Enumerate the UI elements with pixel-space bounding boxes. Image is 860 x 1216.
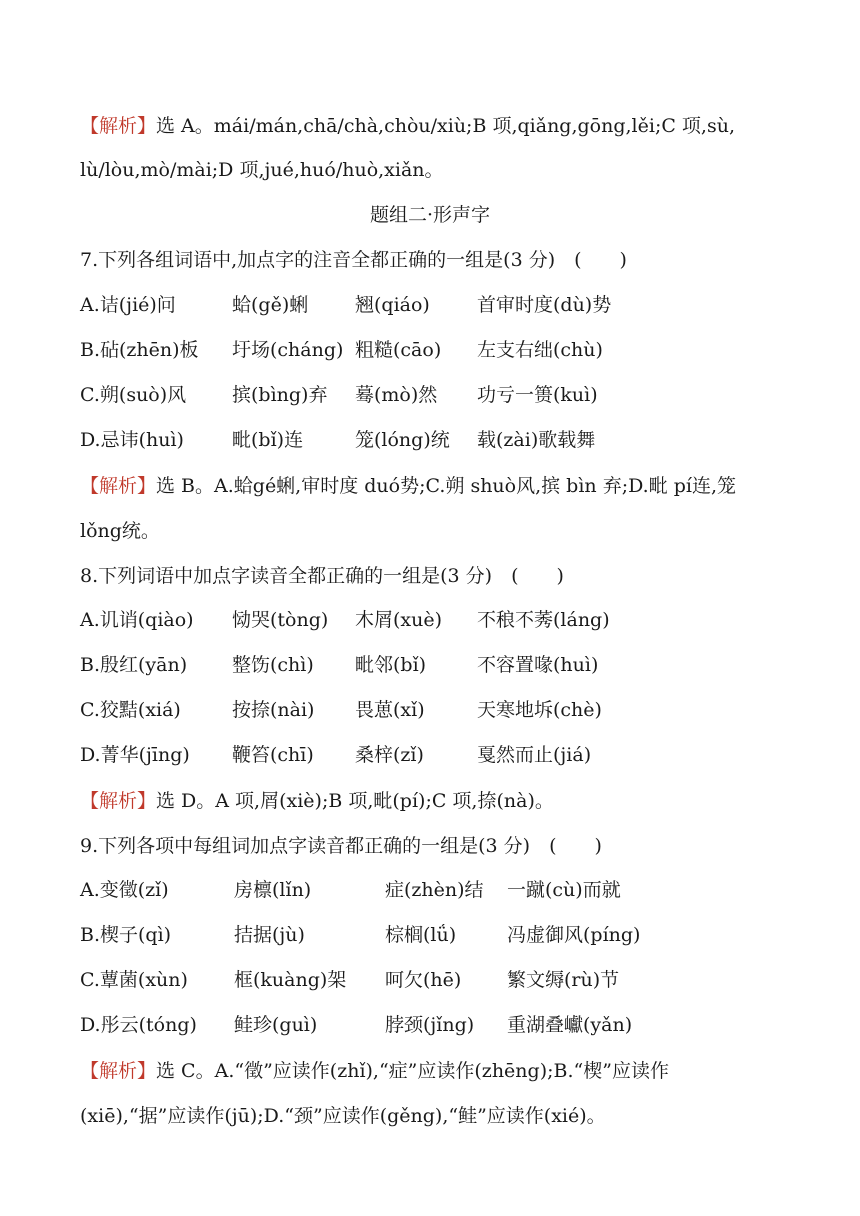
q9-d-3: 脖颈(jǐng): [385, 1014, 475, 1036]
q9-c-4: 繁文缛(rù)节: [507, 969, 620, 991]
q7-c-1: C.朔(suò)风: [80, 384, 187, 406]
q9-b-1: B.楔子(qì): [80, 924, 172, 946]
q9-b-4: 冯虚御风(píng): [507, 924, 641, 946]
q8-a-2: 恸哭(tòng): [232, 609, 329, 631]
q8-a-1: A.讥诮(qiào): [80, 609, 194, 631]
q9-a-3: 症(zhèn)结: [385, 879, 484, 901]
explain-label: 【解析】: [80, 115, 157, 137]
q7-c-3: 蓦(mò)然: [355, 384, 438, 406]
answer-7-line-2: lǒng统。: [80, 520, 160, 542]
q7-b-2: 圩场(cháng): [232, 339, 344, 361]
q7-b-1: B.砧(zhēn)板: [80, 339, 199, 361]
q8-c-1: C.狡黠(xiá): [80, 699, 181, 721]
q9-c-2: 框(kuàng)架: [234, 969, 347, 991]
q8-d-1: D.菁华(jīng): [80, 744, 190, 766]
q7-d-2: 毗(bǐ)连: [232, 429, 304, 451]
q7-b-3: 粗糙(cāo): [355, 339, 442, 361]
answer-8-line-1: [80, 788, 554, 814]
section-title: 题组二·形声字: [369, 204, 491, 226]
q9-b-2: 拮据(jù): [234, 924, 305, 946]
q9-a-1: A.变徵(zǐ): [80, 879, 169, 901]
answer-8-text-1: 选 D。A 项,屑(xiè);B 项,毗(pí);C 项,捺(nà)。: [156, 790, 554, 812]
q8-b-3: 毗邻(bǐ): [355, 654, 427, 676]
q9-d-2: 鲑珍(guì): [234, 1014, 318, 1036]
q7-a-1: A.诘(jié)问: [80, 294, 176, 316]
q7-a-4: 首审时度(dù)势: [477, 294, 612, 316]
explain-label: 【解析】: [80, 475, 157, 497]
q9-c-3: 呵欠(hē): [385, 969, 462, 991]
q8-d-3: 桑梓(zǐ): [355, 744, 424, 766]
q8-b-1: B.殷红(yān): [80, 654, 188, 676]
q8-a-4: 不稂不莠(láng): [477, 609, 610, 631]
q8-c-3: 畏葸(xǐ): [355, 699, 425, 721]
q8-b-2: 整饬(chì): [232, 654, 314, 676]
q7-a-2: 蛤(gě)蜊: [232, 294, 309, 316]
answer-7-text-1: 选 B。A.蛤gé蜊,审时度 duó势;C.朔 shuò风,摈 bìn 弃;D.毗 pí连,笼: [156, 475, 737, 497]
answer-9-line-1: [80, 1058, 669, 1084]
q9-a-2: 房檩(lǐn): [234, 879, 312, 901]
q8-a-3: 木屑(xuè): [355, 609, 443, 631]
question-8-stem: 8.下列词语中加点字读音全都正确的一组是(3 分) ( ): [80, 565, 564, 587]
q9-a-4: 一蹴(cù)而就: [507, 879, 621, 901]
q7-c-2: 摈(bìng)弃: [232, 384, 328, 406]
answer-9-text-1: 选 C。A.“徵”应读作(zhǐ),“症”应读作(zhēng);B.“楔”应读作: [156, 1060, 669, 1082]
question-7-stem: 7.下列各组词语中,加点字的注音全都正确的一组是(3 分) ( ): [80, 249, 627, 271]
q7-a-3: 翘(qiáo): [355, 294, 430, 316]
q7-d-4: 载(zài)歌载舞: [477, 429, 596, 451]
q7-d-1: D.忌讳(huì): [80, 429, 184, 451]
q8-b-4: 不容置喙(huì): [477, 654, 599, 676]
answer-6-text-2: lù/lòu,mò/mài;D 项,jué,huó/huò,xiǎn。: [80, 159, 444, 181]
q7-d-3: 笼(lóng)统: [355, 429, 450, 451]
q7-c-4: 功亏一篑(kuì): [477, 384, 598, 406]
q7-b-4: 左支右绌(chù): [477, 339, 603, 361]
q9-c-1: C.蕈菌(xùn): [80, 969, 188, 991]
explain-label: 【解析】: [80, 790, 157, 812]
q9-d-4: 重湖叠巘(yǎn): [507, 1014, 633, 1036]
q8-c-2: 按捺(nài): [232, 699, 315, 721]
q8-d-2: 鞭笞(chī): [232, 744, 314, 766]
answer-7-line-1: [80, 473, 736, 499]
q9-b-3: 棕榈(lǘ): [385, 924, 457, 946]
answer-6-line-2: [80, 157, 444, 183]
answer-6-text-1: 选 A。mái/mán,chā/chà,chòu/xiù;B 项,qiǎng,gōng,lěi;C 项,sù,: [156, 115, 735, 137]
q8-d-4: 戛然而止(jiá): [477, 744, 592, 766]
question-9-stem: 9.下列各项中每组词加点字读音都正确的一组是(3 分) ( ): [80, 835, 602, 857]
q9-d-1: D.彤云(tóng): [80, 1014, 197, 1036]
answer-9-line-2: (xiē),“据”应读作(jū);D.“颈”应读作(gěng),“鲑”应读作(xié)。: [80, 1105, 606, 1127]
q8-c-4: 天寒地坼(chè): [477, 699, 602, 721]
answer-6-line-1: [80, 113, 735, 139]
explain-label: 【解析】: [80, 1060, 157, 1082]
